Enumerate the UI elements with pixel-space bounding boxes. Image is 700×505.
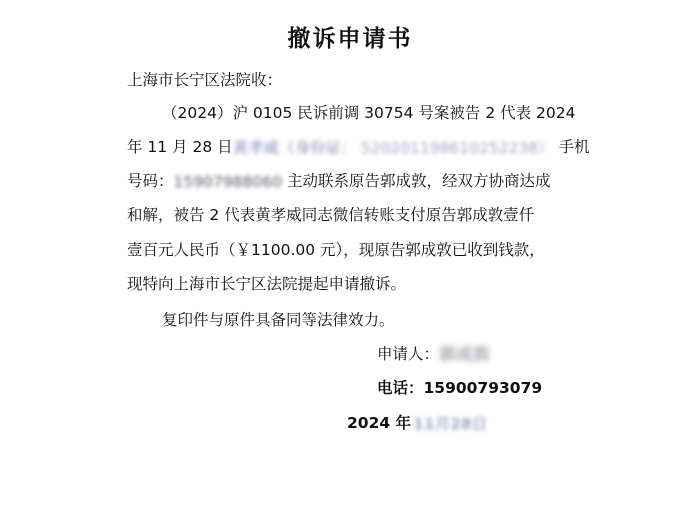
document-title: 撤诉申请书	[287, 26, 413, 52]
redacted-date: 11月28日	[413, 414, 488, 433]
body-line-2	[127, 137, 590, 158]
phone-line: 电话：15900793079	[377, 379, 543, 397]
applicant-label: 申请人：	[377, 345, 440, 363]
applicant-line	[377, 344, 490, 365]
phone-label: 号码：	[127, 172, 174, 190]
body-line-4: 和解，被告 2 代表黄孝威同志微信转账支付原告郭成敦壹仟	[127, 206, 535, 224]
body-line-3	[127, 171, 550, 192]
redacted-id-number: 520201198610252238）	[360, 138, 554, 157]
validity-statement: 复印件与原件具备同等法律效力。	[162, 311, 395, 329]
body-line-3-text: 主动联系原告郭成敦，经双方协商达成	[286, 172, 551, 190]
addressee: 上海市长宁区法院收：	[127, 71, 283, 89]
body-line-1: （2024）沪 0105 民诉前调 30754 号案被告 2 代表 2024	[162, 104, 576, 122]
phone-word: 手机	[558, 138, 590, 156]
date-year: 2024 年	[347, 414, 412, 432]
applicant-signature: 郭成敦	[439, 344, 491, 365]
body-line-5: 壹百元人民币（￥1100.00 元），现原告郭成敦已收到钱款，	[127, 241, 545, 259]
redacted-phone: 15907988060	[173, 172, 282, 191]
redacted-name-id-a: 黄孝威（身份证：	[232, 138, 357, 157]
date-prefix: 年 11 月 28 日	[127, 138, 233, 156]
body-line-6: 现特向上海市长宁区法院提起申请撤诉。	[127, 275, 407, 293]
date-line	[347, 413, 487, 434]
